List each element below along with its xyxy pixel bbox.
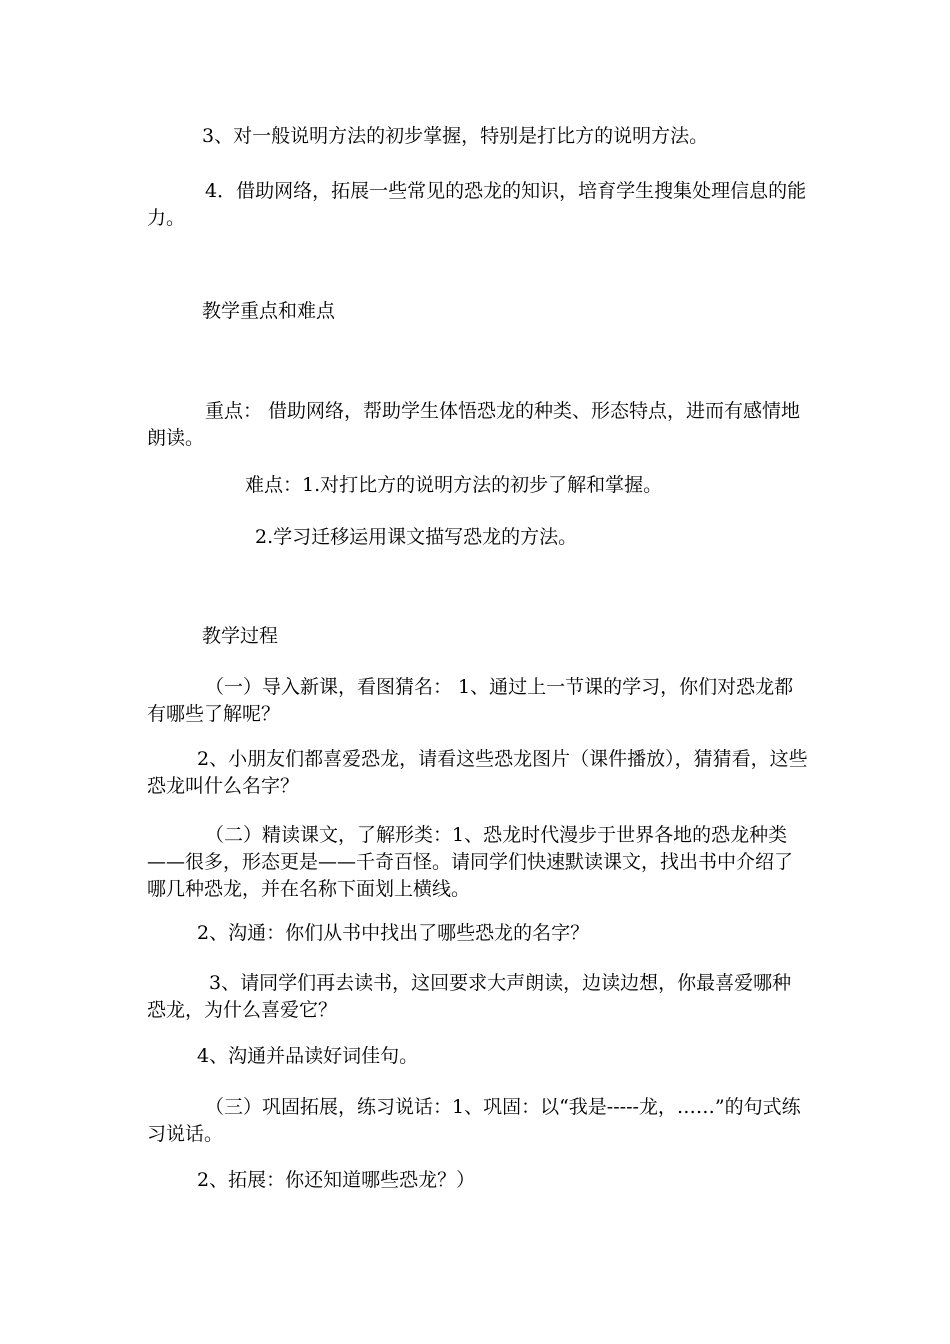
- difficulty-2: 2.学习迁移运用课文描写恐龙的方法。: [255, 526, 578, 548]
- step-1: （一）导入新课，看图猜名： 1、通过上一节课的学习，你们对恐龙都有哪些了解呢？: [147, 676, 794, 725]
- section-heading-process: 教学过程: [202, 625, 279, 647]
- step-2-3: 3、请同学们再去读书，这回要求大声朗读，边读边想，你最喜爱哪种恐龙，为什么喜爱它？: [147, 972, 792, 1021]
- objective-4: 4．借助网络，拓展一些常见的恐龙的知识，培育学生搜集处理信息的能力。: [147, 180, 807, 229]
- step-3-2: 2、拓展：你还知道哪些恐龙？）: [197, 1169, 476, 1191]
- objective-3: 3、对一般说明方法的初步掌握，特别是打比方的说明方法。: [202, 125, 709, 147]
- difficulty-1: 难点：1.对打比方的说明方法的初步了解和掌握。: [245, 474, 663, 496]
- section-heading-key-points: 教学重点和难点: [202, 300, 336, 322]
- step-2: （二）精读课文，了解形类：1、恐龙时代漫步于世界各地的恐龙种类——很多，形态更是——千奇百怪。请同学们快速默读课文，找出书中介绍了哪几种恐龙，并在名称下面划上横线。: [147, 824, 794, 900]
- key-point: 重点： 借助网络，帮助学生体悟恐龙的种类、形态特点，进而有感情地朗读。: [147, 400, 801, 449]
- step-2-4: 4、沟通并品读好词佳句。: [197, 1045, 419, 1067]
- step-2-2: 2、沟通：你们从书中找出了哪些恐龙的名字？: [197, 922, 590, 944]
- step-1-2: 2、小朋友们都喜爱恐龙，请看这些恐龙图片（课件播放），猜猜看，这些恐龙叫什么名字？: [147, 748, 808, 797]
- step-3: （三）巩固拓展，练习说话：1、巩固：以“我是-----龙，……”的句式练习说话。: [147, 1096, 801, 1145]
